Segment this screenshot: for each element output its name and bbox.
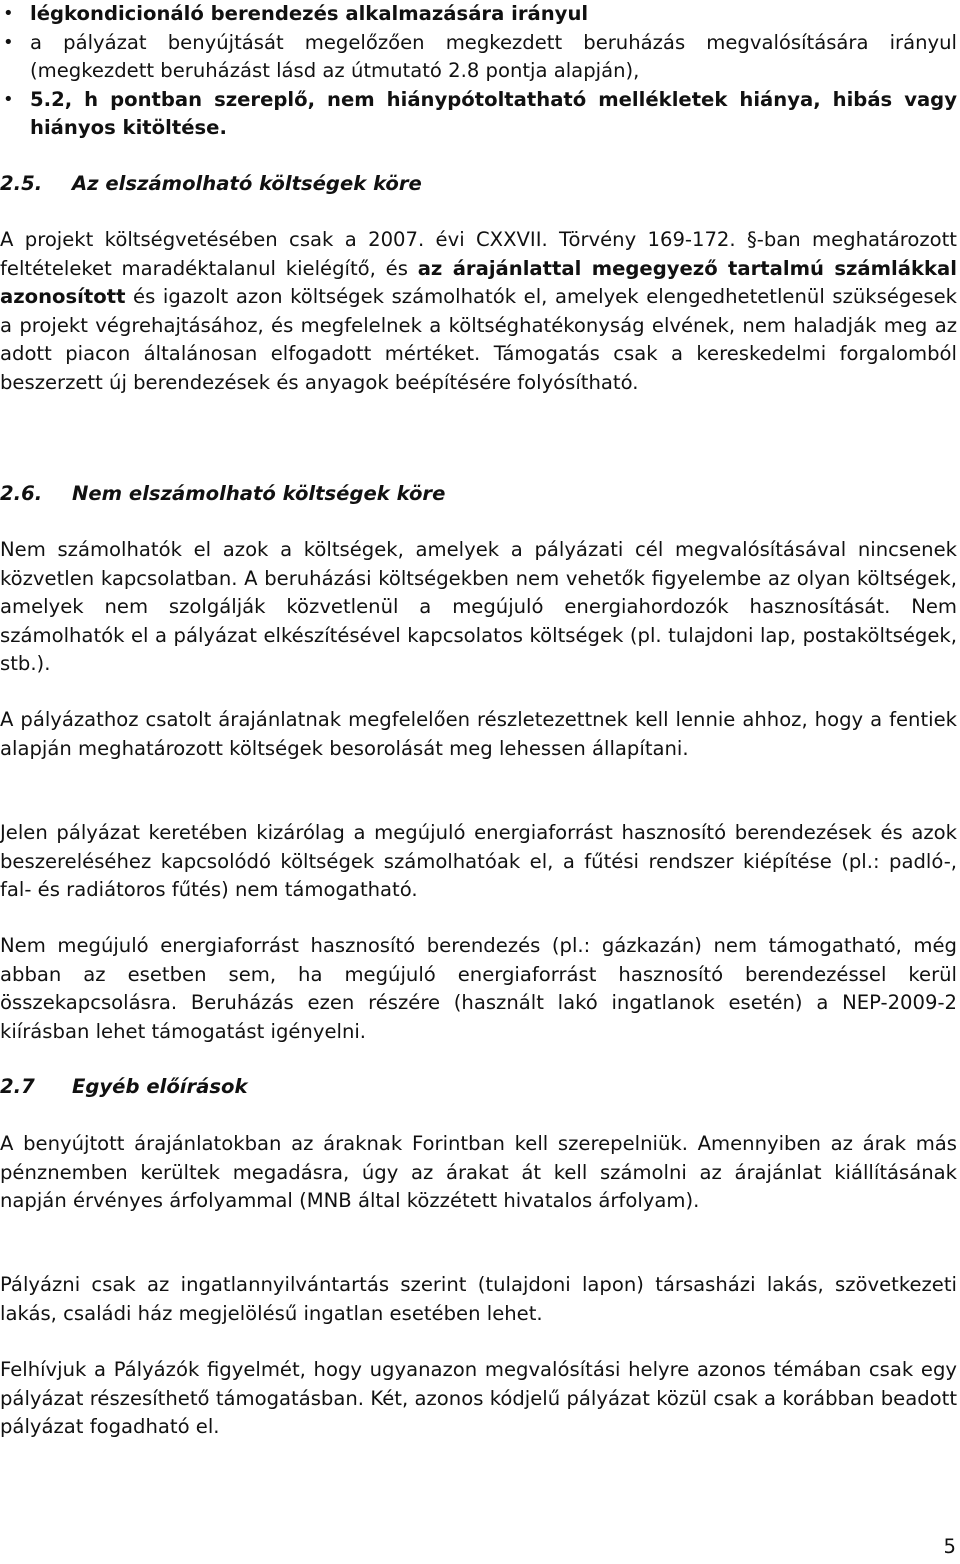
bullet-text: a pályázat benyújtását megelőzően megkezdett beruházás megvalósítására irányul (megkezdett beruházást lásd az útmutató 2.8 pontja alapján),: [30, 30, 957, 82]
paragraph-text-bold: az árajánlattal megegyező tartalmú számlákkal azonosított: [0, 256, 957, 308]
bullet-text-bold: 5.2, h pontban szereplő, nem hiánypótoltatható mellékletek hiánya, hibás vagy hiányos kitöltése.: [30, 87, 957, 139]
list-item: [0, 0, 957, 29]
list-item: [0, 86, 957, 143]
exclusion-bullet-list: [0, 0, 957, 143]
section-number: 2.7: [0, 1075, 35, 1098]
section-title: Nem elszámolható költségek köre: [72, 482, 446, 505]
section-number: 2.6.: [0, 482, 43, 505]
paragraph-non-renewable: Nem megújuló energiaforrást hasznosító berendezés (pl.: gázkazán) nem támogatható, még abban az esetben sem, ha megújuló energiaforrást hasznosító berendezéssel kerül összekapcsolásra. Beruházás ezen részére (használt lakó ingatlanok esetén) a NEP-2009-2 kiírásban lehet támogatást igényelni.: [0, 934, 957, 1043]
list-item: [0, 29, 957, 86]
bullet-icon: •: [3, 31, 14, 53]
paragraph-text: A projekt költségvetésében csak a 2007. évi CXXVII. Törvény 169-172. §-ban meghatározott feltételeket maradéktalanul kielégítő, és: [0, 228, 957, 280]
paragraph-text: és igazolt azon költségek számolhatók el, amelyek elengedhetetlenül szükségesek a projekt végrehajtásához, és megfelelnek a költséghatékonyság elvének, nem haladják meg az adott piacon általánosan elfogadott mértéket. Támogatás csak a kereskedelmi forgalomból beszerzett új berendezések és anyagok beépítésére folyósítható.: [0, 285, 957, 394]
section-heading-2-6: [0, 480, 445, 509]
paragraph-renewable-only: Jelen pályázat keretében kizárólag a megújuló energiaforrást hasznosító berendezések és azok beszereléséhez kapcsolódó költségek számolhatóak el, a fűtési rendszer kiépítése (pl.: padló-, fal- és radiátoros fűtés) nem támogatható.: [0, 821, 957, 901]
section-heading-2-5: [0, 170, 422, 199]
section-heading-2-7: [0, 1073, 248, 1102]
paragraph-single-application: Felhívjuk a Pályázók figyelmét, hogy ugyanazon megvalósítási helyre azonos témában csak egy pályázat részesíthető támogatásban. Két, azonos kódjelű pályázat közül csak a korábban beadott pályázat fogadható el.: [0, 1358, 957, 1438]
paragraph-currency: A benyújtott árajánlatokban az áraknak Forintban kell szerepelniük. Amennyiben az árak más pénznemben kerültek megadásra, úgy az árakat át kell számolni az árajánlat kiállításának napján érvényes árfolyammal (MNB által közzétett hivatalos árfolyam).: [0, 1132, 957, 1212]
section-number: 2.5.: [0, 172, 43, 195]
section-title: Egyéb előírások: [72, 1075, 248, 1098]
section-title: Az elszámolható költségek köre: [72, 172, 422, 195]
paragraph-non-eligible-costs: Nem számolhatók el azok a költségek, amelyek a pályázati cél megvalósításával nincsenek közvetlen kapcsolatban. A beruházási költségekben nem vehetők figyelembe az olyan költségek, amelyek nem szolgálják közvetlenül a megújuló energiahordozók hasznosítását. Nem számolhatók el a pályázat elkészítésével kapcsolatos költségek (pl. tulajdoni lap, postaköltségek, stb.).: [0, 538, 957, 675]
bullet-icon: •: [3, 88, 14, 110]
paragraph-eligible-costs: [0, 226, 957, 397]
paragraph-quote-detail: A pályázathoz csatolt árajánlatnak megfelelően részletezettnek kell lennie ahhoz, hogy a fentiek alapján meghatározott költségek besorolását meg lehessen állapítani.: [0, 708, 957, 760]
page-number: 5: [943, 1535, 956, 1558]
bullet-text-bold: légkondicionáló berendezés alkalmazására irányul: [30, 2, 589, 25]
bullet-icon: •: [3, 3, 14, 24]
paragraph-property-type: Pályázni csak az ingatlannyilvántartás szerint (tulajdoni lapon) társasházi lakás, szövetkezeti lakás, családi ház megjelölésű ingatlan esetében lehet.: [0, 1273, 957, 1325]
